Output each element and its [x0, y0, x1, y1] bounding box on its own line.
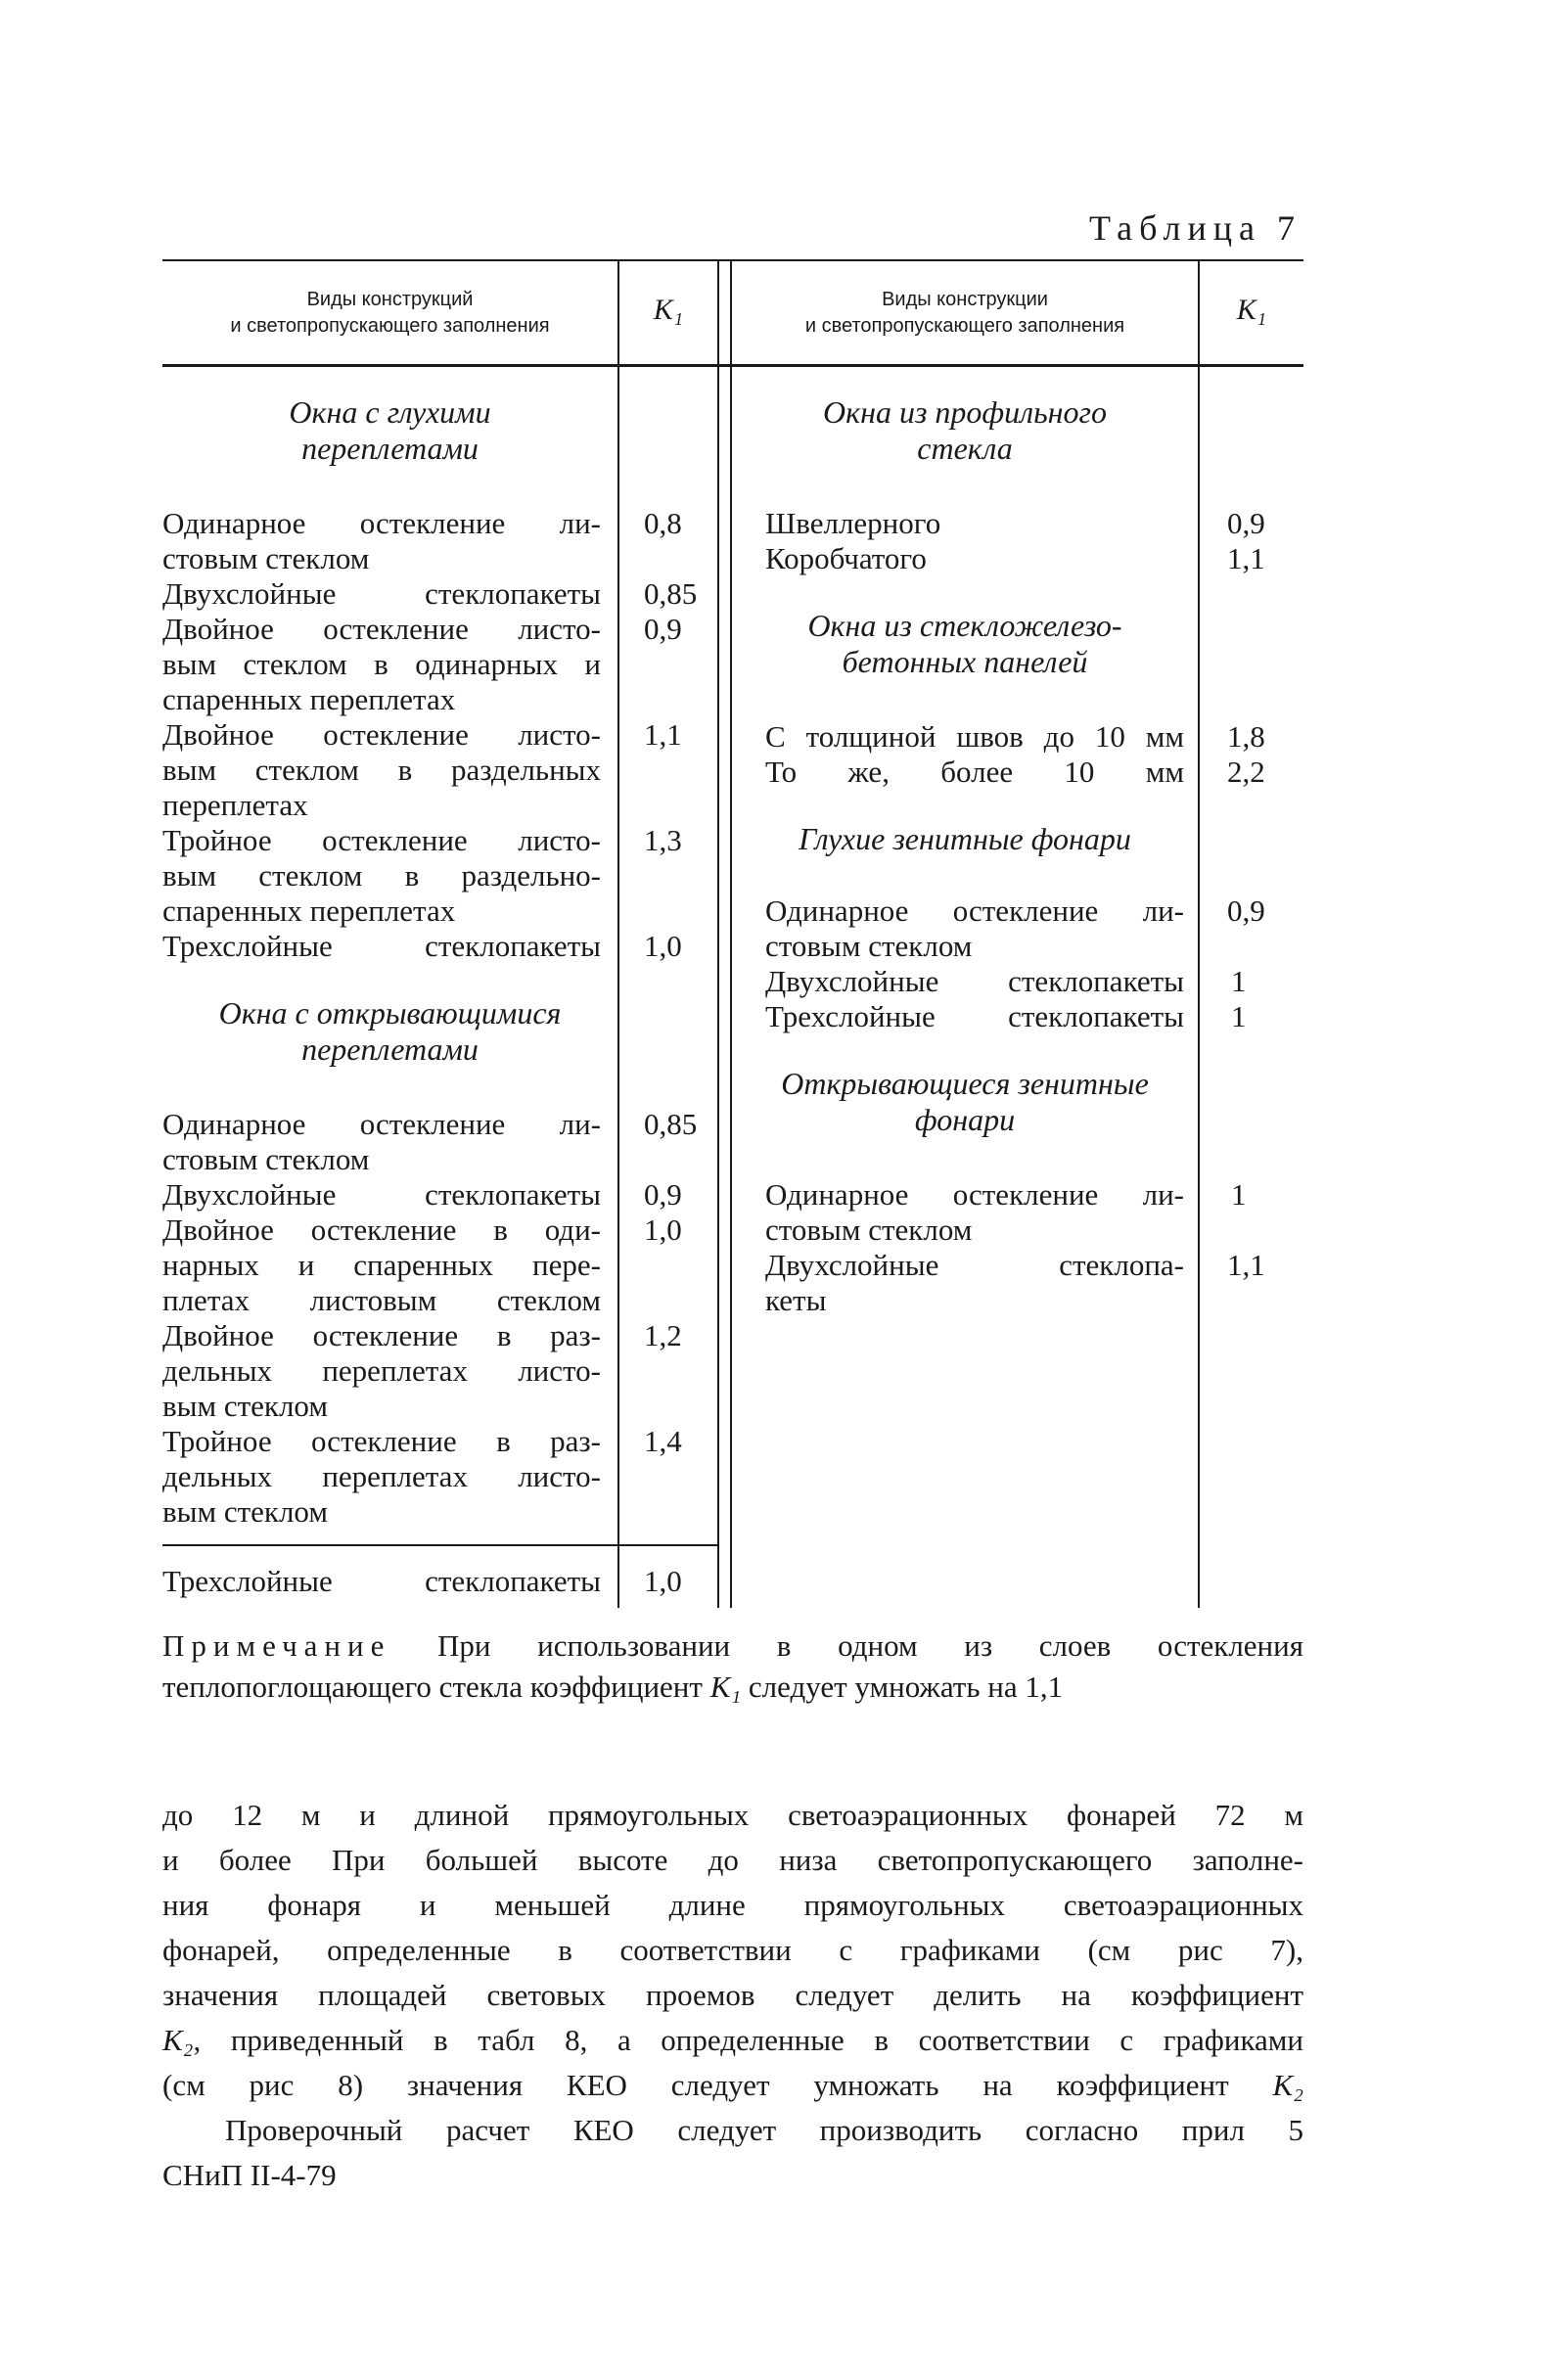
right-section-profiled-glass: Окна из профильного стекла: [822, 394, 1108, 466]
right-row-7: Трехслойные стеклопакеты: [765, 999, 1184, 1033]
left-row-7: Одинарное остекление ли- стовым стеклом: [162, 1107, 601, 1176]
left-row-10: Двойное остекление в раз- дельных переплетах листо- вым стеклом: [162, 1318, 601, 1423]
header-left-k: K₁: [653, 294, 684, 326]
left-row-2: Двухслойные стеклопакеты: [162, 576, 601, 611]
body-line-3: ния фонаря и меньшей длине прямоугольных светоаэрационных: [162, 1888, 1303, 1922]
left-row-11-k: 1,4: [644, 1424, 682, 1458]
table-header-rule: [162, 364, 1303, 367]
table-note: [162, 1625, 1303, 1708]
note-label: Примечание: [162, 1628, 391, 1663]
body-line-5: значения площадей световых проемов следует делить на коэффициент: [162, 1978, 1303, 2012]
note-line-1: При использовании в одном из слоев остекления: [437, 1628, 1303, 1663]
right-row-9: Двухслойные стеклопа- кеты: [765, 1248, 1184, 1317]
col-divider-right-k: [1198, 259, 1200, 1608]
left-row-9-k: 1,0: [644, 1213, 682, 1247]
left-row-5-k: 1,3: [644, 823, 682, 857]
right-row-6: Двухслойные стеклопакеты: [765, 964, 1184, 998]
body-paragraph: [162, 1793, 1303, 2198]
right-row-8-k: 1: [1231, 1177, 1247, 1212]
right-section-fixed-skylights: Глухие зенитные фонари: [799, 821, 1131, 856]
right-section-glass-concrete-panels: Окна из стекложелезо- бетонных панелей: [807, 608, 1122, 679]
left-row-3-k: 0,9: [644, 612, 682, 646]
left-row-8: Двухслойные стеклопакеты: [162, 1177, 601, 1212]
left-row-4-k: 1,1: [644, 717, 682, 752]
left-row-7-k: 0,85: [644, 1107, 698, 1141]
body-line-1: до 12 м и длиной прямоугольных светоаэрационных фонарей 72 м: [162, 1798, 1303, 1832]
body-line-6: K₂, приведенный в табл 8, а определенные в соответствии с графиками: [162, 2023, 1303, 2057]
right-row-5-k: 0,9: [1227, 893, 1265, 928]
data-table: [162, 259, 1303, 1608]
right-row-1: Швеллерного: [765, 506, 941, 540]
left-row-10-k: 1,2: [644, 1318, 682, 1352]
left-row-6: Трехслойные стеклопакеты: [162, 929, 601, 963]
right-row-4: То же, более 10 мм: [765, 755, 1184, 789]
left-row-12: Трехслойные стеклопакеты: [162, 1564, 601, 1598]
body-line-2: и более При большей высоте до низа светопропускающего заполне-: [162, 1843, 1303, 1877]
right-section-opening-skylights: Открывающиеся зенитные фонари: [781, 1066, 1149, 1137]
note-line-2b: следует умножать на 1,1: [748, 1670, 1064, 1704]
right-row-4-k: 2,2: [1227, 755, 1265, 789]
left-row-1: Одинарное остекление ли- стовым стеклом: [162, 506, 601, 575]
right-row-5: Одинарное остекление ли- стовым стеклом: [765, 893, 1184, 963]
right-row-2: Коробчатого: [765, 541, 927, 575]
left-row-1-k: 0,8: [644, 506, 682, 540]
right-row-3-k: 1,8: [1227, 719, 1265, 754]
col-divider-left-k: [617, 259, 619, 1608]
body-line-4: фонарей, определенные в соответствии с графиками (см рис 7),: [162, 1933, 1303, 1967]
left-row-11: Тройное остекление в раз- дельных переплетах листо- вым стеклом: [162, 1424, 601, 1529]
body-line-7: (см рис 8) значения КЕО следует умножать на коэффициент K₂: [162, 2068, 1303, 2102]
body-line-9: СНиП II-4-79: [162, 2158, 337, 2192]
table-caption: Таблица 7: [1089, 208, 1302, 248]
note-k1: K₁: [709, 1670, 742, 1704]
right-row-3: С толщиной швов до 10 мм: [765, 719, 1184, 754]
col-divider-middle-a: [717, 259, 719, 1608]
table-top-rule: [162, 259, 1303, 261]
left-row-3: Двойное остекление листо- вым стеклом в одинарных и спаренных переплетах: [162, 612, 601, 716]
left-section-opening-sashes: Окна с открывающимися переплетами: [218, 995, 562, 1067]
right-row-1-k: 0,9: [1227, 506, 1265, 540]
left-row-8-k: 0,9: [644, 1177, 682, 1212]
right-row-2-k: 1,1: [1227, 541, 1265, 575]
body-line-8: Проверочный расчет КЕО следует производить согласно прил 5: [225, 2113, 1303, 2147]
left-row-9: Двойное остекление в оди- нарных и спаренных пере- плетах листовым стеклом: [162, 1213, 601, 1317]
left-row-4: Двойное остекление листо- вым стеклом в раздельных переплетах: [162, 717, 601, 822]
left-row-5: Тройное остекление листо- вым стеклом в раздельно- спаренных переплетах: [162, 823, 601, 928]
header-right-title: Виды конструкции и светопропускающего заполнения: [804, 289, 1125, 337]
left-row-2-k: 0,85: [644, 576, 698, 611]
right-row-9-k: 1,1: [1227, 1248, 1265, 1282]
left-row-12-k: 1,0: [644, 1564, 682, 1598]
right-row-8: Одинарное остекление ли- стовым стеклом: [765, 1177, 1184, 1247]
left-row-6-k: 1,0: [644, 929, 682, 963]
left-last-row-rule: [162, 1544, 717, 1546]
right-row-7-k: 1: [1231, 999, 1247, 1033]
note-line-2a: теплопоглощающего стекла коэффициент: [162, 1670, 703, 1704]
header-right-k: K₁: [1236, 294, 1267, 326]
header-left-title: Виды конструкций и светопропускающего заполнения: [230, 289, 550, 337]
body-k2-a: K₂: [162, 2023, 194, 2057]
body-k2-b: K₂: [1272, 2068, 1303, 2102]
right-row-6-k: 1: [1231, 964, 1247, 998]
left-section-fixed-sashes: Окна с глухими переплетами: [289, 394, 491, 466]
